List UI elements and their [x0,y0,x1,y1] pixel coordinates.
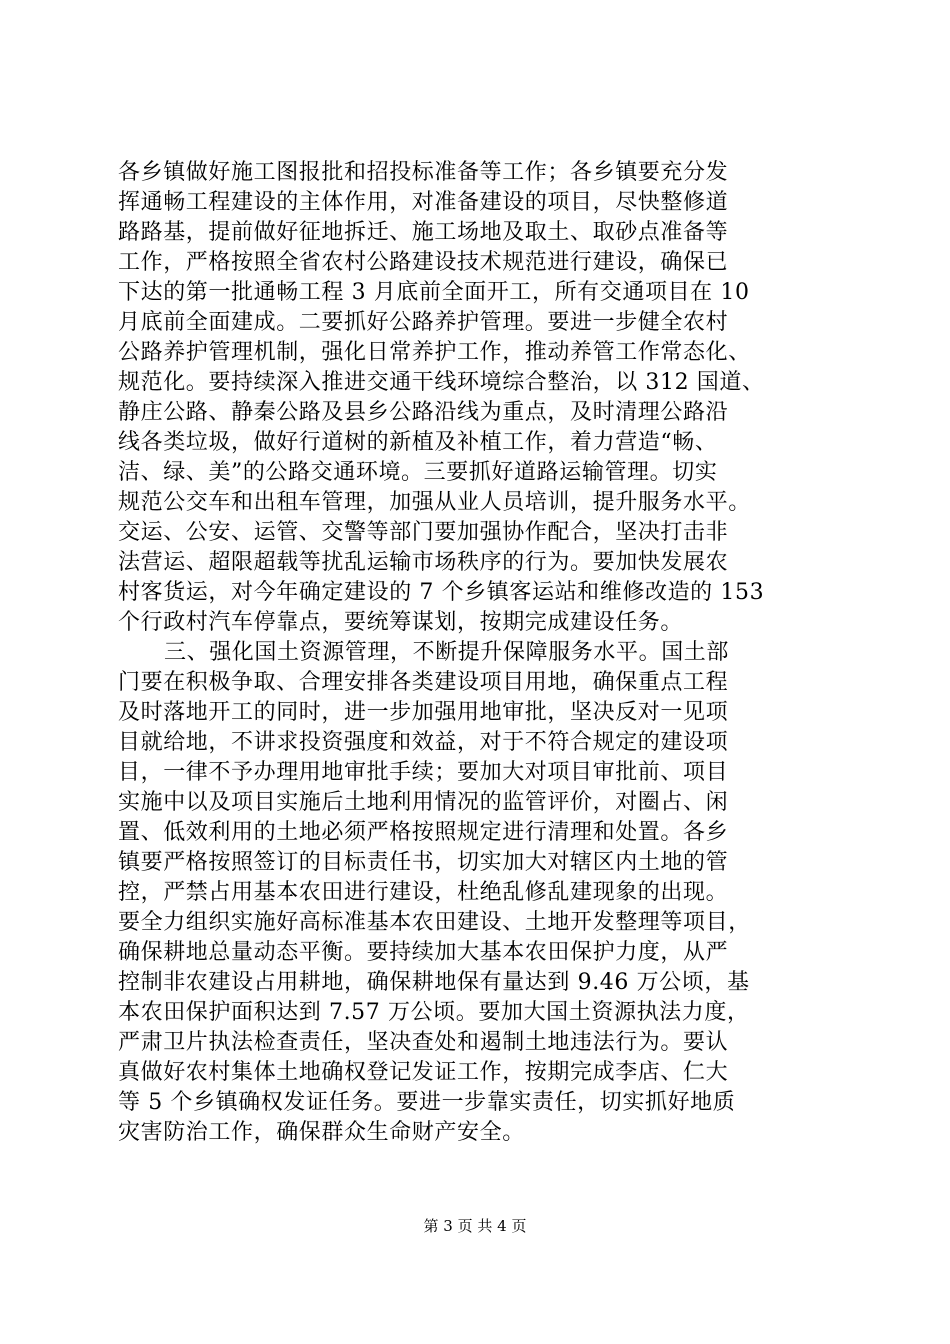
page-number: 第 3 页 共 4 页 [423,1217,527,1235]
text-line: 洁、绿、美”的公路交通环境。三要抓好道路运输管理。切实 [118,460,718,485]
text-line: 控制非农建设占用耕地，确保耕地保有量达到 9.46 万公顷，基 [118,970,750,995]
text-line: 真做好农村集体土地确权登记发证工作，按期完成李店、仁大 [118,1060,729,1085]
text-line: 路路基，提前做好征地拆迁、施工场地及取土、取砂点准备等 [118,220,729,245]
text-line: 本农田保护面积达到 7.57 万公顷。要加大国土资源执法力度， [118,1000,750,1025]
text-line: 目，一律不予办理用地审批手续；要加大对项目审批前、项目 [118,760,729,785]
text-line: 灾害防治工作，确保群众生命财产安全。 [118,1120,525,1145]
text-line: 确保耕地总量动态平衡。要持续加大基本农田保护力度，从严 [118,940,729,965]
text-line: 要全力组织实施好高标准基本农田建设、土地开发整理等项目， [118,910,751,935]
text-line: 控，严禁占用基本农田进行建设，杜绝乱修乱建现象的出现。 [118,880,729,905]
text-line: 镇要严格按照签订的目标责任书，切实加大对辖区内土地的管 [118,850,729,875]
text-line: 下达的第一批通畅工程 3 月底前全面开工，所有交通项目在 10 [118,280,750,305]
text-line: 置、低效利用的土地必须严格按照规定进行清理和处置。各乡 [118,820,729,845]
text-line: 公路养护管理机制，强化日常养护工作，推动养管工作常态化、 [118,340,751,365]
text-line: 交运、公安、运管、交警等部门要加强协作配合，坚决打击非 [118,520,729,545]
text-line: 实施中以及项目实施后土地利用情况的监管评价，对圈占、闲 [118,790,729,815]
text-line: 目就给地，不讲求投资强度和效益，对于不符合规定的建设项 [118,730,729,755]
text-line: 工作，严格按照全省农村公路建设技术规范进行建设，确保已 [118,250,729,275]
text-line: 等 5 个乡镇确权发证任务。要进一步靠实责任，切实抓好地质 [118,1090,736,1115]
text-line: 及时落地开工的同时，进一步加强用地审批，坚决反对一见项 [118,700,729,725]
text-line: 挥通畅工程建设的主体作用，对准备建设的项目，尽快整修道 [118,190,729,215]
text-line: 严肃卫片执法检查责任，坚决查处和遏制土地违法行为。要认 [118,1030,729,1055]
text-line: 门要在积极争取、合理安排各类建设项目用地，确保重点工程 [118,670,729,695]
text-line: 静庄公路、静秦公路及县乡公路沿线为重点，及时清理公路沿 [118,400,729,425]
text-line: 各乡镇做好施工图报批和招投标准备等工作；各乡镇要充分发 [118,160,729,185]
body-text [118,158,838,1148]
text-line: 规范公交车和出租车管理，加强从业人员培训，提升服务水平。 [118,490,751,515]
text-line: 月底前全面建成。二要抓好公路养护管理。要进一步健全农村 [118,310,729,335]
text-line: 村客货运，对今年确定建设的 7 个乡镇客运站和维修改造的 153 [118,580,765,605]
text-line: 法营运、超限超载等扰乱运输市场秩序的行为。要加快发展农 [118,550,729,575]
text-line: 规范化。要持续深入推进交通干线环境综合整治，以 312 国道、 [118,370,765,395]
text-line: 线各类垃圾，做好行道树的新植及补植工作，着力营造“畅、 [118,430,718,455]
text-line: 个行政村汽车停靠点，要统筹谋划，按期完成建设任务。 [118,610,684,635]
paragraph-start-line: 三、强化国土资源管理，不断提升保障服务水平。国土部 [164,640,730,665]
page-footer [0,1216,950,1236]
